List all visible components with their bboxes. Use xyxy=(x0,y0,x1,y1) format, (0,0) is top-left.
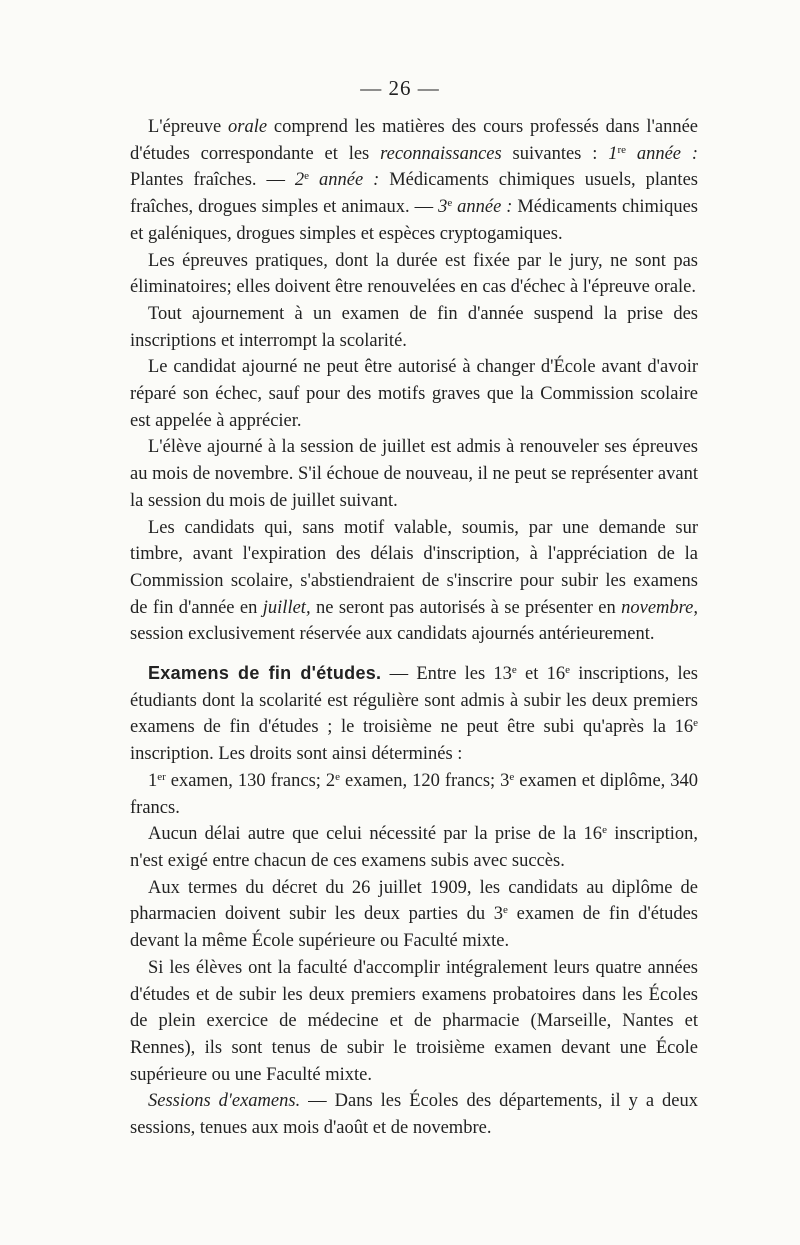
body-text xyxy=(130,114,698,1142)
superscript: re xyxy=(617,143,626,156)
paragraph xyxy=(130,768,698,821)
text-run: L'élève ajourné à la session de juillet est admis à renouveler ses épreuves au mois de novembre. S'il échoue de nouveau, il ne peut se représenter avant la session du mois de juillet suivant. xyxy=(130,437,698,511)
italic-text: novembre, xyxy=(621,597,698,618)
text-run: Médicaments chimiques usuels, plantes fraîches, drogues simples et animaux. — xyxy=(130,170,698,218)
paragraph xyxy=(130,301,698,354)
text-run: Tout ajournement à un examen de fin d'année suspend la prise des inscriptions et interrompt la scolarité. xyxy=(130,303,698,351)
superscript: e xyxy=(503,904,508,917)
italic-text: reconnaissances xyxy=(380,143,502,164)
text-run: ne seront pas autorisés à se présenter en xyxy=(310,597,622,618)
text-run: Les candidats qui, sans motif valable, soumis, par une demande sur timbre, avant l'expiration des délais d'inscription, à l'appréciation de la Commission scolaire, s'abstiendraient de s'inscrire pour subir les examens de fin d'année en xyxy=(130,517,698,618)
italic-text: Sessions d'examens. xyxy=(148,1091,301,1112)
text-run: — Entre les 13 xyxy=(381,664,512,685)
paragraph xyxy=(130,821,698,874)
text-run: et 16 xyxy=(516,664,566,685)
paragraph xyxy=(130,1088,698,1141)
text-run: Le candidat ajourné ne peut être autorisé à changer d'École avant d'avoir réparé son échec, sauf pour des motifs graves que la Commission scolaire est appelée à apprécier. xyxy=(130,357,698,431)
italic-text: année : xyxy=(626,143,698,164)
text-run: examen, 120 francs; 3 xyxy=(340,770,510,791)
text-run: Aucun délai autre que celui nécessité par la prise de la 16 xyxy=(148,824,603,845)
text-run: 1 xyxy=(148,770,158,791)
superscript: e xyxy=(565,664,571,677)
paragraph xyxy=(130,875,698,955)
text-run: inscription. Les droits sont ainsi déterminés : xyxy=(130,744,463,765)
superscript: er xyxy=(157,770,166,783)
paragraph xyxy=(130,248,698,301)
superscript: e xyxy=(511,664,517,677)
text-run: examen, 130 francs; 2 xyxy=(165,770,336,791)
text-run: inscription, n'est exigé entre chacun de ces examens subis avec succès. xyxy=(130,824,698,871)
italic-text: année : xyxy=(309,170,380,191)
superscript: e xyxy=(447,197,453,210)
text-run: Médicaments chimiques et galéniques, drogues simples et espèces cryptogamiques. xyxy=(130,197,698,244)
text-run: Aux termes du décret du 26 juillet 1909, les candidats au diplôme de pharmacien doivent subir les deux parties du 3 xyxy=(130,877,698,925)
text-run: suivantes : xyxy=(501,143,609,164)
italic-text: orale xyxy=(228,117,268,137)
paragraph xyxy=(130,354,698,434)
page-number: — 26 — xyxy=(360,76,440,100)
text-run: Les épreuves pratiques, dont la durée est fixée par le jury, ne sont pas éliminatoires; elles doivent être renouvelées en cas d'échec à l'épreuve orale. xyxy=(130,250,698,298)
italic-text: juillet, xyxy=(262,597,311,618)
text-run: inscriptions, les étudiants dont la scolarité est régulière sont admis à subir les deux premiers examens de fin d'études ; le troisième ne peut être subi qu'après la 16 xyxy=(130,664,699,738)
italic-text: 2 xyxy=(294,170,305,191)
italic-text: année : xyxy=(452,197,513,218)
section-heading: Examens de fin d'études. xyxy=(148,663,382,684)
paragraph xyxy=(130,515,698,649)
superscript: e xyxy=(335,770,341,783)
paragraph xyxy=(130,434,698,514)
text-run: examen de fin d'études devant la même École supérieure ou Faculté mixte. xyxy=(130,904,698,952)
text-run: Plantes fraîches. — xyxy=(130,170,295,191)
superscript: e xyxy=(602,824,607,837)
paragraph xyxy=(130,660,698,768)
text-run: L'épreuve xyxy=(148,117,229,137)
text-run: — Dans les Écoles des départements, il y a deux sessions, tenues aux mois d'août et de novembre. xyxy=(130,1091,698,1139)
paragraph xyxy=(130,955,698,1089)
superscript: e xyxy=(693,717,698,730)
superscript: e xyxy=(304,170,310,183)
italic-text: 1 xyxy=(608,143,618,164)
superscript: e xyxy=(509,770,515,783)
text-run: comprend les matières des cours professés dans l'année d'études correspondante et les xyxy=(130,117,698,164)
text-run: Si les élèves ont la faculté d'accomplir intégralement leurs quatre années d'études et de subir les deux premiers examens probatoires dans les Écoles de plein exercice de médecine et de pharmacie (Marseille, Nantes et Rennes), ils sont tenus de subir le troisième examen devant une École supérieure ou une Faculté mixte. xyxy=(130,957,698,1085)
text-run: session exclusivement réservée aux candidats ajournés antérieurement. xyxy=(130,624,655,645)
italic-text: 3 xyxy=(438,197,448,218)
text-run: examen et diplôme, 340 francs. xyxy=(130,770,699,818)
paragraph xyxy=(130,114,698,248)
